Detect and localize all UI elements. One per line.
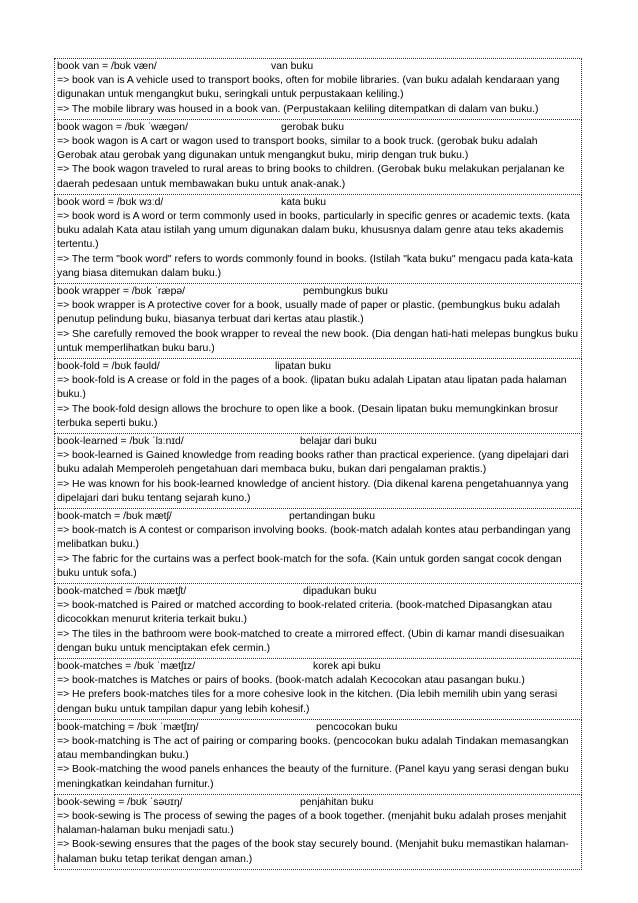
entry-header — [57, 196, 580, 210]
entry-definition: => book-fold is A crease or fold in the pages of a book. (lipatan buku adalah Lipatan atau lipatan pada halaman buku.) — [57, 375, 567, 401]
entry-definition: => book wrapper is A protective cover for a book, usually made of paper or plastic. (pembungkus buku adalah penutup pelindung buku, biasanya terbuat dari kertas atau plastik.) — [57, 300, 561, 326]
entry-term: book-matches = /bʊk ˈmætʃɪz/ — [57, 661, 196, 672]
entry-example: => Book-sewing ensures that the pages of the book stay securely bound. (Menjahit buku memastikan halaman-halaman buku tetap terikat dengan aman.) — [57, 839, 569, 865]
entry-example: => She carefully removed the book wrapper to reveal the new book. (Dia dengan hati-hati melepas bungkus buku untuk memperlihatkan buku baru.) — [57, 328, 579, 354]
entry-term: book word = /bʊk wɜːd/ — [57, 196, 164, 208]
entry-translation: pencocokan buku — [316, 721, 398, 733]
entry-header — [57, 121, 580, 135]
entry-example: => He was known for his book-learned knowledge of ancient history. (Dia dikenal karena pengetahuannya yang dipelajari dari buku tentang sejarah kuno.) — [57, 478, 569, 504]
entry-term: book wrapper = /bʊk ˈræpə/ — [57, 286, 186, 297]
vocabulary-entry — [54, 659, 582, 720]
entry-term: book-match = /bʊk mætʃ/ — [57, 511, 172, 522]
entry-definition: => book word is A word or term commonly used in books, particularly in specific genres or academic texts. (kata buku adalah Kata atau istilah yang umum digunakan dalam buku, khususnya dalam genre atau teks akademis tertentu.) — [57, 210, 570, 251]
entry-example: => The tiles in the bathroom were book-matched to create a mirrored effect. (Ubin di kamar mandi disesuaikan dengan buku untuk menciptakan efek cermin.) — [57, 628, 565, 654]
vocabulary-entry — [54, 720, 582, 795]
entry-term: book-matched = /bʊk mætʃt/ — [57, 586, 187, 597]
entry-header — [57, 721, 580, 735]
entry-definition: => book-learned is Gained knowledge from reading books rather than practical experience. (yang dipelajari dari buku adalah Memperoleh pengetahuan dari membaca buku, bukan dari pengalaman praktis.) — [57, 450, 569, 476]
vocabulary-entry — [54, 795, 582, 870]
entry-definition: => book-sewing is The process of sewing the pages of a book together. (menjahit buku adalah proses menjahit halaman-halaman buku menjadi satu.) — [57, 810, 567, 837]
entry-term: book-matching = /bʊk ˈmætʃɪŋ/ — [57, 721, 199, 733]
entry-header — [57, 435, 580, 449]
entry-header — [57, 660, 580, 674]
entry-header — [57, 285, 580, 299]
vocabulary-entry — [54, 509, 582, 584]
entry-definition: => book van is A vehicle used to transport books, often for mobile libraries. (van buku adalah kendaraan yang digunakan untuk mengangkut buku, seringkali untuk perpustakaan keliling.) — [57, 75, 560, 101]
vocabulary-entry — [54, 59, 582, 120]
entry-translation: penjahitan buku — [300, 796, 374, 808]
entry-definition: => book wagon is A cart or wagon used to transport books, similar to a book truck. (gerobak buku adalah Gerobak atau gerobak yang digunakan untuk mengangkut buku, mirip dengan truk buku.) — [57, 135, 538, 162]
entry-header — [57, 60, 580, 74]
entry-example: => He prefers book-matches tiles for a more cohesive look in the kitchen. (Dia lebih memilih ubin yang serasi dengan buku untuk tampilan dapur yang lebih kohesif.) — [57, 689, 558, 715]
entry-term: book-sewing = /bʊk ˈsəʊɪŋ/ — [57, 796, 183, 808]
entry-example: => The mobile library was housed in a book van. (Perpustakaan keliling ditempatkan di dalam van buku.) — [57, 103, 539, 115]
entry-translation: korek api buku — [313, 661, 381, 672]
entry-header — [57, 510, 580, 524]
entry-example: => The fabric for the curtains was a perfect book-match for the sofa. (Kain untuk gorden sangat cocok dengan buku untuk sofa.) — [57, 553, 562, 579]
entry-definition: => book-matches is Matches or pairs of books. (book-match adalah Kecocokan atau pasangan buku.) — [57, 675, 525, 687]
entry-translation: pertandingan buku — [289, 511, 376, 522]
entry-term: book-learned = /bʊk ˈlɜːnɪd/ — [57, 436, 184, 447]
vocabulary-entry — [54, 584, 582, 659]
entry-header — [57, 360, 580, 374]
entry-example: => The term "book word" refers to words commonly found in books. (Istilah "kata buku" mengacu pada kata-kata yang biasa ditemukan dalam buku.) — [57, 253, 573, 279]
entry-translation: gerobak buku — [281, 121, 344, 133]
entry-translation: lipatan buku — [275, 361, 332, 372]
vocabulary-entry — [54, 359, 582, 434]
entry-term: book wagon = /bʊk ˈwæɡən/ — [57, 121, 188, 133]
entry-definition: => book-matching is The act of pairing or comparing books. (pencocokan buku adalah Tindakan memasangkan atau membandingkan buku.) — [57, 735, 569, 762]
entry-translation: kata buku — [281, 196, 327, 208]
entry-definition: => book-matched is Paired or matched according to book-related criteria. (book-matched Dipasangkan atau dicocokkan menurut kriteria terkait buku.) — [57, 600, 552, 626]
vocabulary-entry — [54, 195, 582, 284]
vocabulary-entry — [54, 284, 582, 359]
entry-definition: => book-match is A contest or comparison involving books. (book-match adalah kontes atau perbandingan yang melibatkan buku.) — [57, 525, 571, 551]
entry-translation: belajar dari buku — [300, 436, 377, 447]
entry-term: book van = /bʊk væn/ — [57, 61, 157, 72]
entry-translation: van buku — [271, 61, 314, 72]
entry-translation: pembungkus buku — [303, 286, 388, 297]
entry-example: => The book-fold design allows the brochure to open like a book. (Desain lipatan buku memungkinkan brosur terbuka seperti buku.) — [57, 403, 559, 429]
vocabulary-entry — [54, 434, 582, 509]
entry-example: => The book wagon traveled to rural areas to bring books to children. (Gerobak buku melakukan perjalanan ke daerah pedesaan untuk membawakan buku untuk anak-anak.) — [57, 164, 565, 190]
vocabulary-sheet — [54, 58, 582, 870]
entry-example: => Book-matching the wood panels enhances the beauty of the furniture. (Panel kayu yang serasi dengan buku meningkatkan keindahan furnitur.) — [57, 764, 569, 790]
entry-translation: dipadukan buku — [303, 586, 377, 597]
vocabulary-entry — [54, 120, 582, 195]
entry-header — [57, 796, 580, 810]
entry-term: book-fold = /bʊk fəʊld/ — [57, 361, 160, 372]
entry-header — [57, 585, 580, 599]
